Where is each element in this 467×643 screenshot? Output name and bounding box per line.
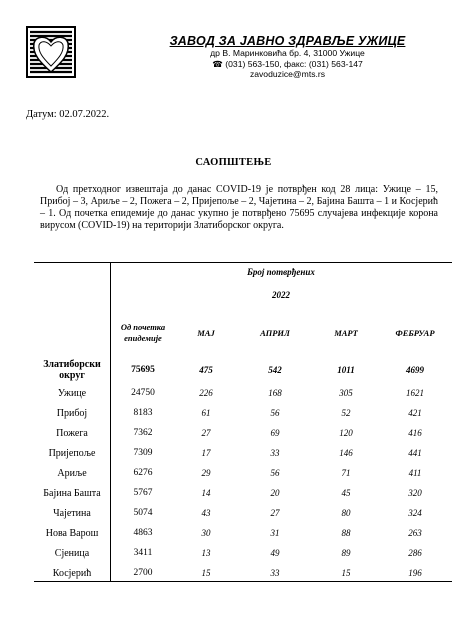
cell-value: 146: [339, 448, 353, 458]
cell-value: 324: [408, 508, 422, 518]
cell-value: 320: [408, 488, 422, 498]
cell-value: 29: [201, 468, 211, 478]
table-row: [34, 443, 452, 463]
cell-value: 542: [268, 364, 282, 375]
cell-value: 14: [201, 488, 211, 498]
cell-value: 27: [201, 428, 211, 438]
row-name: Пријепоље: [48, 447, 96, 459]
cell-value: 52: [341, 408, 351, 418]
cell-value: 441: [408, 448, 422, 458]
table-row: [34, 503, 452, 523]
cell-value: 27: [270, 508, 280, 518]
table-row: [34, 523, 452, 543]
row-name: Златиборски округ: [43, 358, 101, 381]
total-row: [34, 356, 452, 383]
cell-value: 5074: [133, 508, 153, 518]
cell-value: 71: [341, 468, 351, 478]
table-row: [34, 383, 452, 403]
cell-value: 15: [341, 568, 351, 578]
cell-value: 15: [201, 568, 211, 578]
table-row: [34, 423, 452, 443]
cell-value: 49: [270, 548, 280, 558]
row-name: Ужице: [57, 387, 87, 399]
document-date: Датум: 02.07.2022.: [26, 109, 110, 120]
cell-value: 475: [199, 364, 213, 375]
cell-value: 33: [270, 568, 280, 578]
cell-value: 69: [270, 428, 280, 438]
cell-value: 4699: [406, 364, 424, 375]
row-name: Сјеница: [54, 547, 90, 559]
cell-value: 4863: [133, 528, 153, 538]
row-name: Нова Варош: [45, 527, 99, 539]
cell-value: 88: [341, 528, 351, 538]
letterhead: [150, 34, 425, 80]
column-header: Од почетка епидемије: [120, 322, 166, 343]
table-row: [34, 463, 452, 483]
table-row: [34, 563, 452, 583]
header-year: 2022: [272, 290, 290, 300]
cell-value: 416: [408, 428, 422, 438]
cell-value: 20: [270, 488, 280, 498]
institute-logo: [26, 26, 76, 78]
table-row: [34, 483, 452, 503]
cell-value: 1621: [406, 388, 424, 398]
column-header: МАЈ: [197, 327, 215, 338]
cell-value: 89: [341, 548, 351, 558]
row-name: Прибој: [56, 407, 88, 419]
cell-value: 31: [270, 528, 280, 538]
table-row: [34, 403, 452, 423]
cell-value: 263: [408, 528, 422, 538]
cell-value: 305: [339, 388, 353, 398]
table-row: [34, 543, 452, 563]
cell-value: 56: [270, 468, 280, 478]
cell-value: 24750: [131, 388, 155, 398]
cell-value: 5767: [133, 488, 153, 498]
header-confirmed: Број потврђених: [247, 266, 315, 277]
cell-value: 421: [408, 408, 422, 418]
row-name: Бајина Башта: [43, 487, 101, 499]
row-name: Пожега: [56, 427, 88, 439]
cell-value: 411: [408, 468, 422, 478]
document-title: САОПШТЕЊЕ: [195, 157, 272, 168]
column-header: МАРТ: [334, 327, 358, 338]
cell-value: 1011: [337, 364, 355, 375]
cell-value: 7309: [133, 448, 153, 458]
cell-value: 7362: [133, 428, 153, 438]
cell-value: 2700: [133, 568, 153, 578]
institution-phone: ☎ (031) 563-150, факс: (031) 563-147: [212, 58, 363, 69]
cell-value: 75695: [131, 364, 155, 375]
row-name: Ариље: [57, 467, 87, 479]
cell-value: 13: [201, 548, 211, 558]
cell-value: 56: [270, 408, 280, 418]
row-name: Косјерић: [52, 567, 92, 579]
cases-table: [34, 263, 452, 583]
cell-value: 80: [341, 508, 351, 518]
cell-value: 33: [270, 448, 280, 458]
cell-value: 196: [408, 568, 422, 578]
cell-value: 17: [201, 448, 211, 458]
cell-value: 8183: [133, 408, 153, 418]
column-header: ФЕБРУАР: [395, 327, 435, 338]
cell-value: 286: [408, 548, 422, 558]
cell-value: 30: [201, 528, 211, 538]
cell-value: 120: [339, 428, 353, 438]
cell-value: 226: [199, 388, 213, 398]
announcement-paragraph: Од претходног извештаја до данас COVID-19 је потврђен код 28 лица: Ужице – 15, Прибој – 3, Ариље – 2, Пожега – 2, Пријепоље – 2, Чајетина – 2, Бајина Башта – 1 и Косјерић – 1. Од почетка епидемије до данас укупно је потврђено 75695 случајева инфекције корона вирусом (COVID-19) на територији Златиборског округа.: [40, 184, 438, 231]
cell-value: 6276: [133, 468, 153, 478]
cell-value: 168: [268, 388, 282, 398]
institution-email: zavoduzice@mts.rs: [249, 69, 326, 79]
cell-value: 43: [201, 508, 211, 518]
column-header: АПРИЛ: [260, 327, 290, 338]
institution-name: ЗАВОД ЗА ЈАВНО ЗДРАВЉЕ УЖИЦЕ: [169, 34, 406, 48]
row-name: Чајетина: [53, 507, 91, 519]
cell-value: 3411: [133, 548, 153, 558]
institution-address: др В. Маринковића бр. 4, 31000 Ужице: [210, 48, 365, 58]
cell-value: 45: [341, 488, 351, 498]
cell-value: 61: [201, 408, 211, 418]
